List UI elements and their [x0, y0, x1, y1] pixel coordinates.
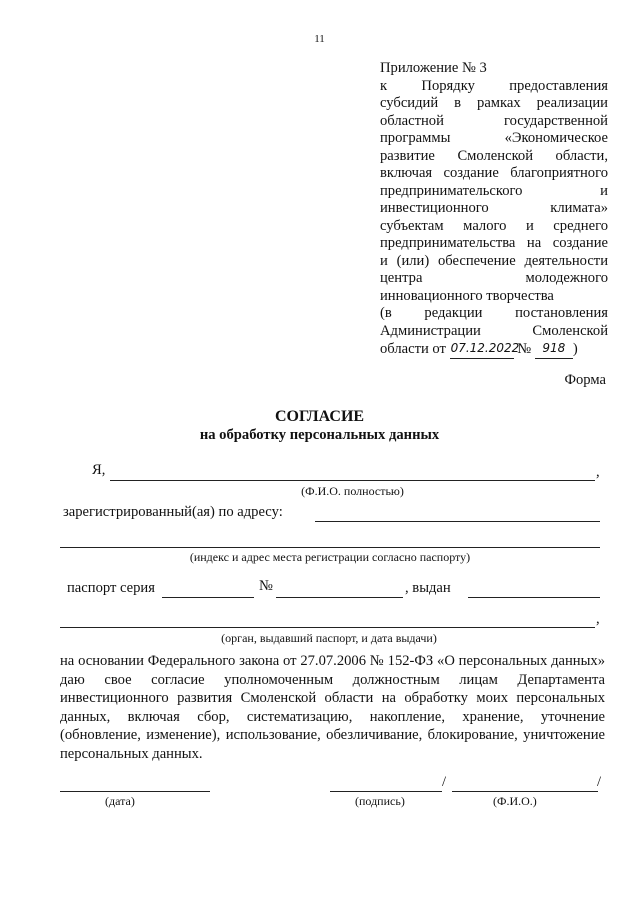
- fio-comma: ,: [596, 464, 600, 480]
- appendix-line: (в редакции постановления: [380, 305, 608, 321]
- issued-field[interactable]: [468, 597, 600, 598]
- signature-field[interactable]: [330, 791, 442, 792]
- address-field-line2[interactable]: [60, 547, 600, 548]
- appendix-line: к Порядку предоставления: [380, 77, 608, 94]
- appendix-line: инвестиционного климата»: [380, 200, 608, 216]
- appendix-line: включая создание благоприятного: [380, 165, 608, 181]
- passport-number-label: №: [259, 578, 273, 594]
- appendix-line: Приложение № 3: [380, 60, 487, 76]
- signature-slash: /: [442, 774, 447, 790]
- appendix-header: [380, 60, 608, 359]
- fio-field[interactable]: [110, 480, 595, 481]
- passport-series-label: паспорт серия: [67, 580, 155, 596]
- fio-hint: (Ф.И.О. полностью): [301, 484, 404, 498]
- appendix-reference: [380, 340, 608, 359]
- appendix-line: и (или) обеспечение деятельности: [380, 252, 608, 269]
- appendix-line: развитие Смоленской области,: [380, 147, 608, 164]
- ref-no-label: №: [517, 341, 532, 357]
- address-hint: (индекс и адрес места регистрации согласно паспорту): [189, 550, 471, 564]
- document-subtitle: на обработку персональных данных: [199, 427, 440, 443]
- ref-date-handwritten: 07.12.2022: [450, 340, 514, 359]
- signature-hint: (подпись): [355, 794, 405, 808]
- ref-number-handwritten: 918: [535, 340, 573, 359]
- passport-series-field[interactable]: [162, 597, 254, 598]
- appendix-line: центра молодежного: [380, 270, 608, 286]
- date-field[interactable]: [60, 791, 210, 792]
- issuer-hint: (орган, выдавший паспорт, и дата выдачи): [221, 631, 437, 645]
- appendix-line: предпринимательства на создание: [380, 235, 608, 251]
- address-label: зарегистрированный(ая) по адресу:: [63, 504, 283, 520]
- document-title: СОГЛАСИЕ: [274, 408, 365, 425]
- issued-label: , выдан: [405, 580, 451, 596]
- appendix-line: программы «Экономическое: [380, 130, 608, 146]
- appendix-line: предпринимательского и: [380, 182, 608, 199]
- appendix-line: инновационного творчества: [380, 287, 554, 304]
- signature-slash-end: /: [597, 774, 602, 790]
- appendix-line: Администрации Смоленской: [380, 322, 608, 339]
- date-hint: (дата): [105, 794, 135, 808]
- ref-suffix: ): [572, 341, 578, 357]
- appendix-line: субсидий в рамках реализации: [380, 95, 608, 111]
- signature-fio-hint: (Ф.И.О.): [493, 794, 537, 808]
- form-label: Форма: [564, 372, 606, 388]
- address-field[interactable]: [315, 521, 600, 522]
- passport-number-field[interactable]: [276, 597, 403, 598]
- i-label: Я,: [92, 462, 106, 478]
- issuer-comma: ,: [596, 611, 600, 627]
- ref-prefix: области от: [380, 341, 446, 357]
- signature-fio-field[interactable]: [452, 791, 598, 792]
- issuer-field[interactable]: [60, 627, 595, 628]
- appendix-line: областной государственной: [380, 112, 608, 129]
- consent-text: на основании Федерального закона от 27.07.2006 № 152-ФЗ «О персональных данных» даю свое согласие уполномоченным должностным лицам Департамента инвестиционного развития Смоленской области на обработку моих персональных данных, включая сбор, систематизацию, накопление, хранение, уточнение (обновление, изменение), использование, обезличивание, блокирование, уничтожение персональных данных.: [60, 653, 605, 762]
- page-number: 11: [314, 33, 325, 45]
- appendix-line: субъектам малого и среднего: [380, 217, 608, 234]
